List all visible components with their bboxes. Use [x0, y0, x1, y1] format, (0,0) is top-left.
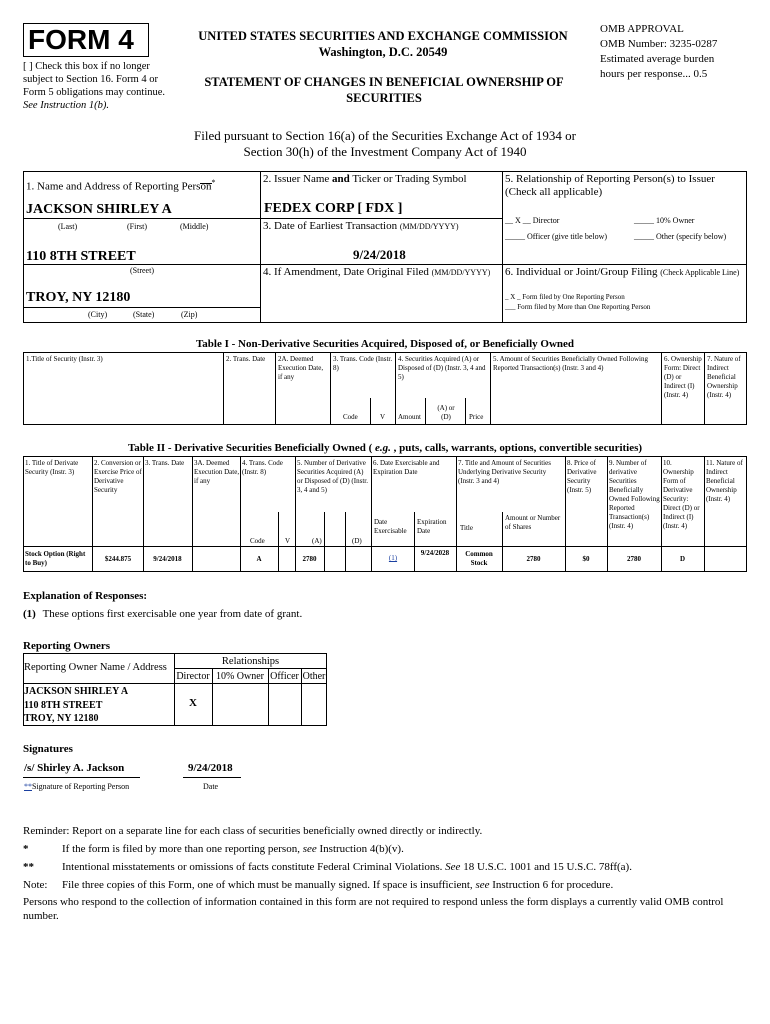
t2-col1: 1. Title of Derivate Security (Instr. 3) [25, 459, 79, 476]
street-address: 110 8TH STREET [26, 249, 136, 264]
explanation-heading: Explanation of Responses: [23, 590, 148, 602]
t1-sub-v: V [380, 413, 386, 421]
star-note: If the form is filed by more than one reporting person, see Instruction 4(b)(v). [62, 843, 404, 855]
street-label: (Street) [130, 266, 154, 275]
first-label: (First) [127, 222, 147, 231]
t2-col3: 3. Trans. Date [145, 459, 185, 467]
t1-col2a: 2A. Deemed Execution Date, if any [278, 355, 324, 381]
t1-col2: 2. Trans. Date [226, 355, 266, 363]
ten-percent-owner-checkbox[interactable]: _____ 10% Owner [634, 216, 695, 225]
t2-sub-d: (D) [352, 537, 362, 545]
one-person-checkbox[interactable]: _ X _ Form filed by One Reporting Person [505, 293, 625, 301]
t2-col10: 10. Ownership Form of Derivative Security: Direct (D) or Indirect (I) (Instr. 4) [663, 459, 700, 530]
t1-sub-aord: (A) or (D) [437, 404, 455, 421]
t1-col7: 7. Nature of Indirect Beneficial Ownership (Instr. 4) [707, 355, 741, 399]
note-text: File three copies of this Form, one of which must be manually signed. If space is insufficient, see Instruction 6 for procedure. [62, 879, 614, 891]
t2-row-date: 9/24/2018 [153, 555, 182, 563]
t2-col2: 2. Conversion or Exercise Price of Derivative Security [94, 459, 142, 494]
t2-row-expiration: 9/24/2028 [420, 549, 450, 557]
relationships-header: Relationships [221, 656, 280, 667]
t2-row-form: D [679, 555, 686, 563]
form-title: FORM 4 [28, 24, 134, 55]
t2-sub-code: Code [250, 537, 265, 545]
director-col: Director [176, 671, 210, 682]
multi-person-checkbox[interactable]: ___ Form filed by More than One Reporting Person [505, 303, 651, 311]
box3-label: 3. Date of Earliest Transaction (MM/DD/YYYY) [263, 220, 459, 232]
t2-row-code: A [256, 555, 262, 563]
t1-col4: 4. Securities Acquired (A) or Disposed of (D) (Instr. 3, 4 and 5) [398, 355, 486, 381]
t1-col3: 3. Trans. Code (Instr. 8) [333, 355, 393, 372]
t2-col11: 11. Nature of Indirect Beneficial Ownership (Instr. 4) [706, 459, 743, 503]
city-state-zip: TROY, NY 12180 [26, 290, 131, 305]
t2-row-security: Stock Option (Right to Buy) [25, 550, 86, 567]
t2-sub-exp: Expiration Date [417, 518, 447, 535]
reminder-text: Reminder: Report on a separate line for each class of securities beneficially owned directly or indirectly. [23, 825, 483, 837]
t2-col8: 8. Price of Derivative Security (Instr. 5) [567, 459, 597, 494]
reporting-owners-heading: Reporting Owners [23, 640, 111, 652]
table2-title: Table II - Derivative Securities Beneficially Owned ( e.g. , puts, calls, warrants, options, convertible securities) [127, 442, 643, 454]
table1-title: Table I - Non-Derivative Securities Acquired, Disposed of, or Beneficially Owned [195, 338, 575, 350]
t2-col6: 6. Date Exercisable and Expiration Date [373, 459, 440, 476]
t1-sub-code: Code [343, 413, 358, 421]
middle-label: (Middle) [180, 222, 209, 231]
box6-label: 6. Individual or Joint/Group Filing (Check Applicable Line) [505, 266, 740, 278]
officer-checkbox[interactable]: _____ Officer (give title below) [505, 232, 608, 241]
state-label: (State) [133, 310, 155, 319]
reporting-person-name: JACKSON SHIRLEY A [26, 202, 172, 217]
omb-persons-text: Persons who respond to the collection of information contained in this form are not required to respond unless the form displays a currently valid OMB control number. [23, 896, 724, 922]
t2-row-deriv-price: $0 [582, 555, 590, 563]
t2-col7: 7. Title and Amount of Securities Underlying Derivative Security (Instr. 3 and 4) [458, 459, 551, 485]
t2-col9: 9. Number of derivative Securities Beneficially Owned Following Reported Transaction(s) (Instr. 4) [609, 459, 660, 530]
officer-col: Officer [270, 671, 299, 682]
t2-row-acquired: 2780 [302, 555, 317, 563]
t2-col4: 4. Trans. Code (Instr. 8) [242, 459, 283, 476]
box2-label: 2. Issuer Name and Ticker or Trading Symbol [263, 173, 467, 185]
owner-name-col: Reporting Owner Name / Address [24, 662, 167, 673]
director-mark: X [189, 697, 197, 709]
omb-approval: OMB APPROVAL [600, 23, 684, 35]
t1-col1: 1.Title of Security (Instr. 3) [26, 355, 103, 363]
zip-label: (Zip) [181, 310, 198, 319]
date-label: Date [203, 782, 219, 791]
omb-burden: Estimated average burden [600, 53, 715, 65]
double-star-marker: ** [23, 861, 34, 873]
signature-date: 9/24/2018 [188, 762, 233, 774]
agency-location: Washington, D.C. 20549 [318, 45, 448, 59]
t2-sub-title: Title [460, 524, 473, 532]
issuer-name: FEDEX CORP [ FDX ] [264, 201, 403, 216]
t2-sub-amount: Amount or Number of Shares [505, 514, 561, 531]
t2-row-owned: 2780 [627, 555, 641, 563]
t1-sub-price: Price [469, 413, 484, 421]
director-checkbox[interactable]: __ X __ Director [505, 216, 560, 225]
t2-sub-a: (A) [312, 537, 322, 545]
omb-block [600, 22, 765, 82]
signature-label: **Signature of Reporting Person [24, 782, 130, 791]
other-checkbox[interactable]: _____ Other (specify below) [634, 232, 727, 241]
t2-row-title: Common Stock [465, 550, 493, 567]
footnote-1-link[interactable]: (1) [388, 554, 398, 562]
double-star-link[interactable]: ** [24, 782, 32, 791]
t2-sub-v: V [285, 537, 291, 545]
omb-number: OMB Number: 3235-0287 [600, 38, 718, 50]
t1-col6: 6. Ownership Form: Direct (D) or Indirect (I) (Instr. 4) [664, 355, 702, 399]
city-label: (City) [88, 310, 108, 319]
t2-row-shares: 2780 [526, 555, 541, 563]
explanation-note-1: (1) These options first exercisable one year from date of grant. [23, 608, 303, 620]
t1-col5: 5. Amount of Securities Beneficially Owned Following Reported Transaction(s) (Instr. 3 and 4) [493, 355, 648, 372]
section16-check-text: [ ] Check this box if no longer subject to Section 16. Form 4 or Form 5 obligations may continue. See Instruction 1(b). [23, 61, 166, 111]
box5-label: 5. Relationship of Reporting Person(s) to Issuer (Check all applicable) [505, 173, 715, 198]
box1-label: 1. Name and Address of Reporting Person* [26, 178, 216, 193]
statement-title: STATEMENT OF CHANGES IN BENEFICIAL OWNERSHIP OF SECURITIES [204, 75, 564, 105]
box4-label: 4. If Amendment, Date Original Filed (MM/DD/YYYY) [263, 266, 491, 278]
signatures-heading: Signatures [23, 743, 73, 755]
filed-pursuant-1: Filed pursuant to Section 16(a) of the Securities Exchange Act of 1934 or [194, 128, 576, 143]
signer-name: /s/ Shirley A. Jackson [24, 762, 125, 774]
filed-pursuant-2: Section 30(h) of the Investment Company Act of 1940 [243, 144, 527, 159]
agency-name: UNITED STATES SECURITIES AND EXCHANGE COMMISSION [198, 29, 568, 43]
other-col: Other [302, 671, 326, 682]
star-marker: * [23, 843, 29, 855]
ten-pct-col: 10% Owner [215, 671, 265, 682]
t2-col5: 5. Number of Derivative Securities Acquired (A) or Disposed of (D) (Instr. 3, 4 and 5) [297, 459, 368, 494]
owner-address: JACKSON SHIRLEY A 110 8TH STREET TROY, NY 12180 [24, 686, 129, 724]
double-star-note: Intentional misstatements or omissions of facts constitute Federal Criminal Violations. See 18 U.S.C. 1001 and 15 U.S.C. 78ff(a). [62, 861, 632, 873]
t2-col3a: 3A. Deemed Execution Date, if any [194, 459, 240, 485]
t1-sub-amount: Amount [398, 413, 421, 421]
t2-sub-date-ex: Date Exercisable [374, 518, 407, 535]
earliest-transaction-date: 9/24/2018 [353, 247, 406, 262]
t2-row-price: $244.875 [104, 555, 132, 563]
last-label: (Last) [58, 222, 78, 231]
note-label: Note: [23, 879, 48, 891]
omb-hours: hours per response... 0.5 [600, 68, 708, 80]
